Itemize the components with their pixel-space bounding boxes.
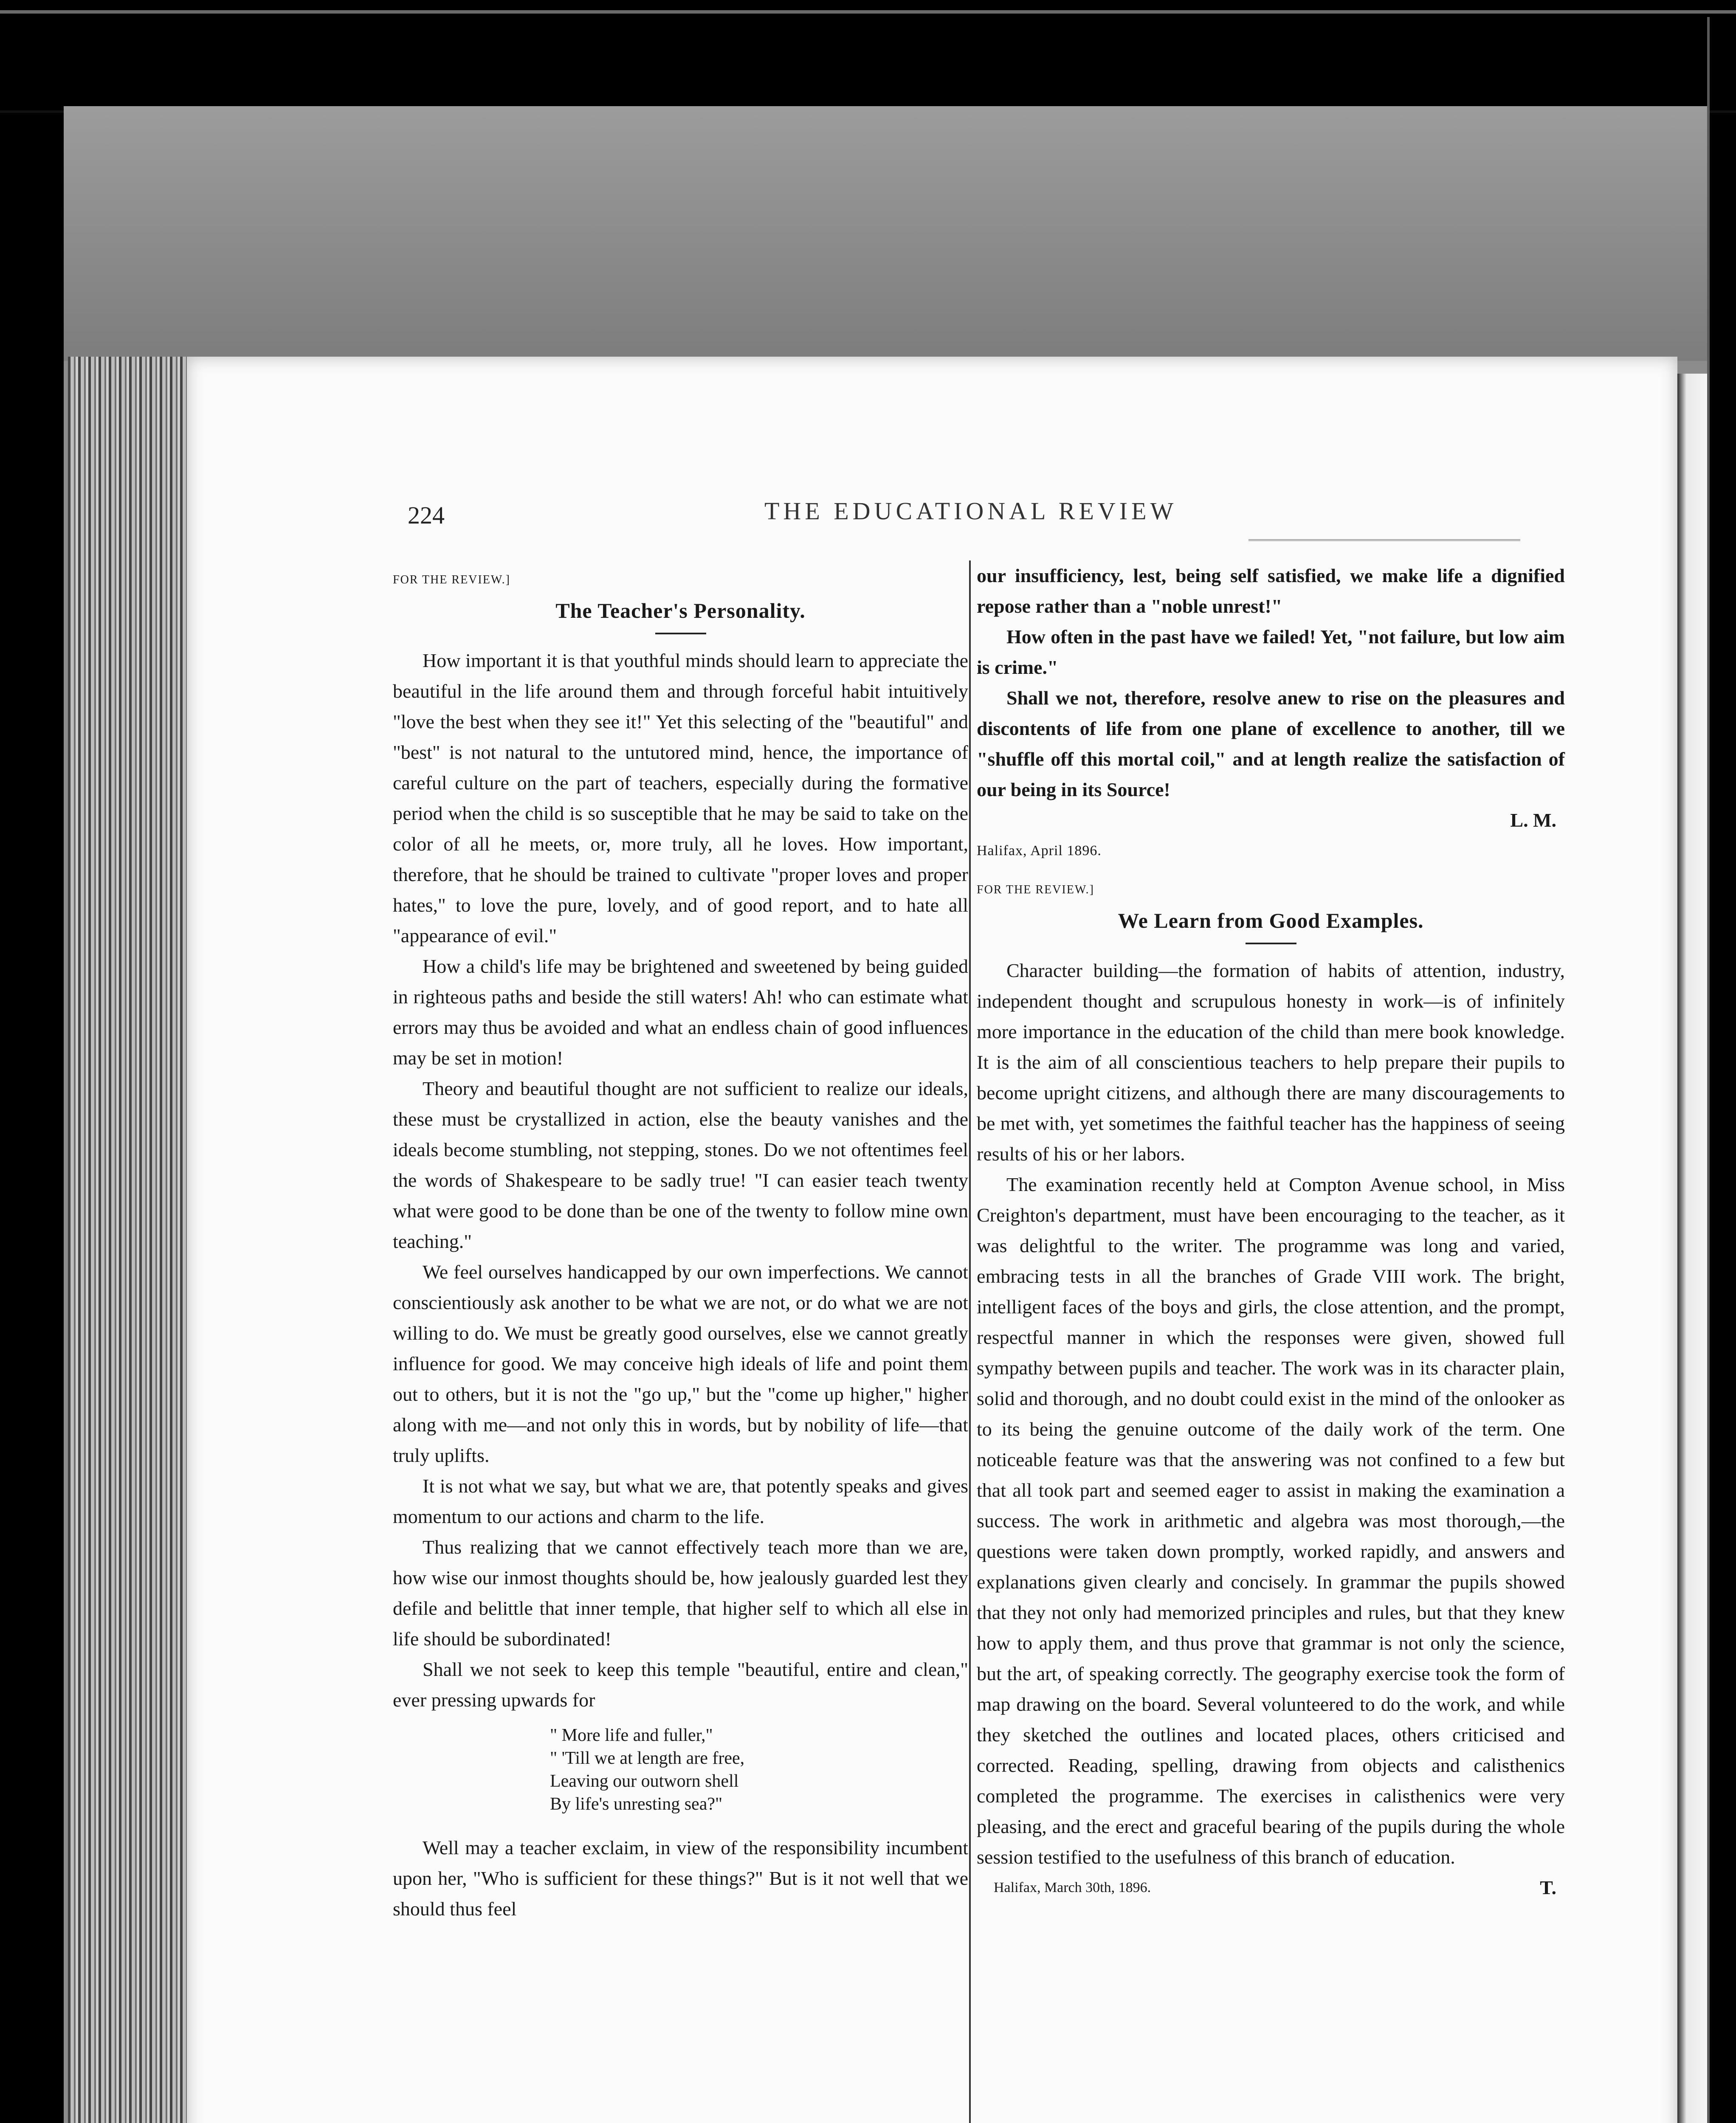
running-title: THE EDUCATIONAL REVIEW xyxy=(764,497,1178,525)
page-number: 224 xyxy=(408,501,445,529)
right-column xyxy=(977,560,1565,1903)
title-rule xyxy=(655,633,706,634)
column-rule xyxy=(969,560,971,2123)
article-kicker: FOR THE REVIEW.] xyxy=(393,573,510,586)
signature-row xyxy=(977,1872,1565,1903)
dateline: Halifax, March 30th, 1896. xyxy=(994,1880,1151,1895)
paragraph: Thus realizing that we cannot effectively teach more than we are, how wise our inmost thoughts should be, how jealously guarded lest they defile and belittle that inner temple, that higher self to which all else in life should be subordinated! xyxy=(393,1536,968,1650)
poem-line: " 'Till we at length are free, xyxy=(550,1749,745,1768)
paragraph: Shall we not, therefore, resolve anew to rise on the pleasures and discontents of life from one plane of excellence to another, till we "shuffle off this mortal coil," and at length realize the satisfaction of our being in its Source! xyxy=(977,687,1565,800)
title-rule xyxy=(1246,943,1296,944)
paragraph: How a child's life may be brightened and sweetened by being guided in righteous paths and beside the still waters! Ah! who can estimate what errors may thus be avoided and what an endless chain of good influences may be set in motion! xyxy=(393,955,968,1069)
film-frame-line xyxy=(0,10,1736,14)
facing-page-edge xyxy=(1677,374,1707,2123)
header-rule xyxy=(1248,539,1520,543)
page-header xyxy=(408,493,1554,543)
paragraph: It is not what we say, but what we are, that potently speaks and gives momentum to our actions and charm to the life. xyxy=(393,1475,968,1527)
film-frame-top xyxy=(0,0,1736,113)
paragraph: The examination recently held at Compton Avenue school, in Miss Creighton's department, must have been encouraging to the teacher, as it was delightful to the writer. The programme was long and varied, embracing tests in all the branches of Grade VIII work. The bright, intelligent faces of the boys and girls, the close attention, and the prompt, respectful manner in which the responses were given, showed full sympathy between pupils and teacher. The work was in its character plain, solid and thorough, and no doubt could exist in the mind of the onlooker as to its being the genuine outcome of the daily work of the term. One noticeable feature was that the answering was not confined to a few but that all took part and seemed eager to assist in making the examination a success. The work in arithmetic and algebra was most thorough,—the questions were taken down promptly, worked rapidly, and answers and explanations given clearly and concisely. In grammar the pupils showed that they not only had memorized principles and rules, but that they knew how to apply them, and thus prove that grammar is not only the science, but the art, of speaking correctly. The geography exercise took the form of map drawing on the board. Several volunteered to do the work, and while they sketched the outlines and located places, others criticised and corrected. Reading, spelling, drawing from objects and calisthenics completed the programme. The exercises in calisthenics were very pleasing, and the erect and graceful bearing of the pupils during the whole session testified to the usefulness of this branch of education. xyxy=(977,1174,1565,1868)
poem-line: " More life and fuller," xyxy=(550,1726,713,1745)
paragraph: Shall we not seek to keep this temple "beautiful, entire and clean," ever pressing upwards for xyxy=(393,1658,968,1711)
article-title: The Teacher's Personality. xyxy=(555,599,806,622)
paragraph: Character building—the formation of habits of attention, industry, independent thought and scrupulous honesty in work—is of infinitely more importance in the education of the child than mere book knowledge. It is the aim of all conscientious teachers to help prepare their pupils to become upright citizens, and although there are many discouragements to be met with, yet sometimes the faithful teacher has the happiness of seeing results of his or her labors. xyxy=(977,960,1565,1165)
scanner-background-top xyxy=(64,106,1707,361)
book-page-edges xyxy=(68,357,195,2123)
film-edge xyxy=(1707,17,1710,2123)
paragraph: We feel ourselves handicapped by our own imperfections. We cannot conscientiously ask another to be what we are not, or do what we are not willing to do. We must be greatly good ourselves, else we cannot greatly influence for good. We may conceive high ideals of life and point them out to others, but it is not the "go up," but the "come up higher," higher along with me—and not only this in words, but by nobility of life—that truly uplifts. xyxy=(393,1261,968,1466)
poem-quote xyxy=(550,1724,968,1816)
signature-row xyxy=(977,805,1565,836)
paragraph: Well may a teacher exclaim, in view of the responsibility incumbent upon her, "Who is sufficient for these things?" But is it not well that we should thus feel xyxy=(393,1837,968,1920)
dateline: Halifax, April 1896. xyxy=(977,843,1102,859)
paragraph: Theory and beautiful thought are not sufficient to realize our ideals, these must be crystallized in action, else the beauty vanishes and the ideals become stumbling, not stepping, stones. Do we not oftentimes feel the words of Shakespeare to be sadly true! "I can easier teach twenty what were good to be done than be one of the twenty to follow mine own teaching." xyxy=(393,1078,968,1252)
paragraph-continued: our insufficiency, lest, being self satisfied, we make life a dignified repose rather than a "noble unrest!" xyxy=(977,565,1565,617)
author-signature: T. xyxy=(1540,1877,1556,1898)
article-kicker: FOR THE REVIEW.] xyxy=(977,883,1094,896)
poem-line: By life's unresting sea?" xyxy=(550,1794,723,1814)
poem-line: Leaving our outworn shell xyxy=(550,1771,739,1791)
article-title: We Learn from Good Examples. xyxy=(1118,909,1424,932)
author-signature: L. M. xyxy=(1510,809,1556,831)
left-column xyxy=(393,565,968,1924)
paragraph: How important it is that youthful minds should learn to appreciate the beautiful in the life around them and through forceful habit intuitively "love the best when they see it!" Yet this selecting of the "beautiful" and "best" is not natural to the untutored mind, hence, the importance of careful culture on the part of teachers, especially during the formative period when the child is so susceptible that he may be said to take on the color of all he meets, or, more truly, all he loves. How important, therefore, that he should be trained to cultivate "proper loves and proper hates," to love the pure, lovely, and of good report, and to hate all "appearance of evil." xyxy=(393,650,968,946)
paragraph: How often in the past have we failed! Yet, "not failure, but low aim is crime." xyxy=(977,626,1565,678)
